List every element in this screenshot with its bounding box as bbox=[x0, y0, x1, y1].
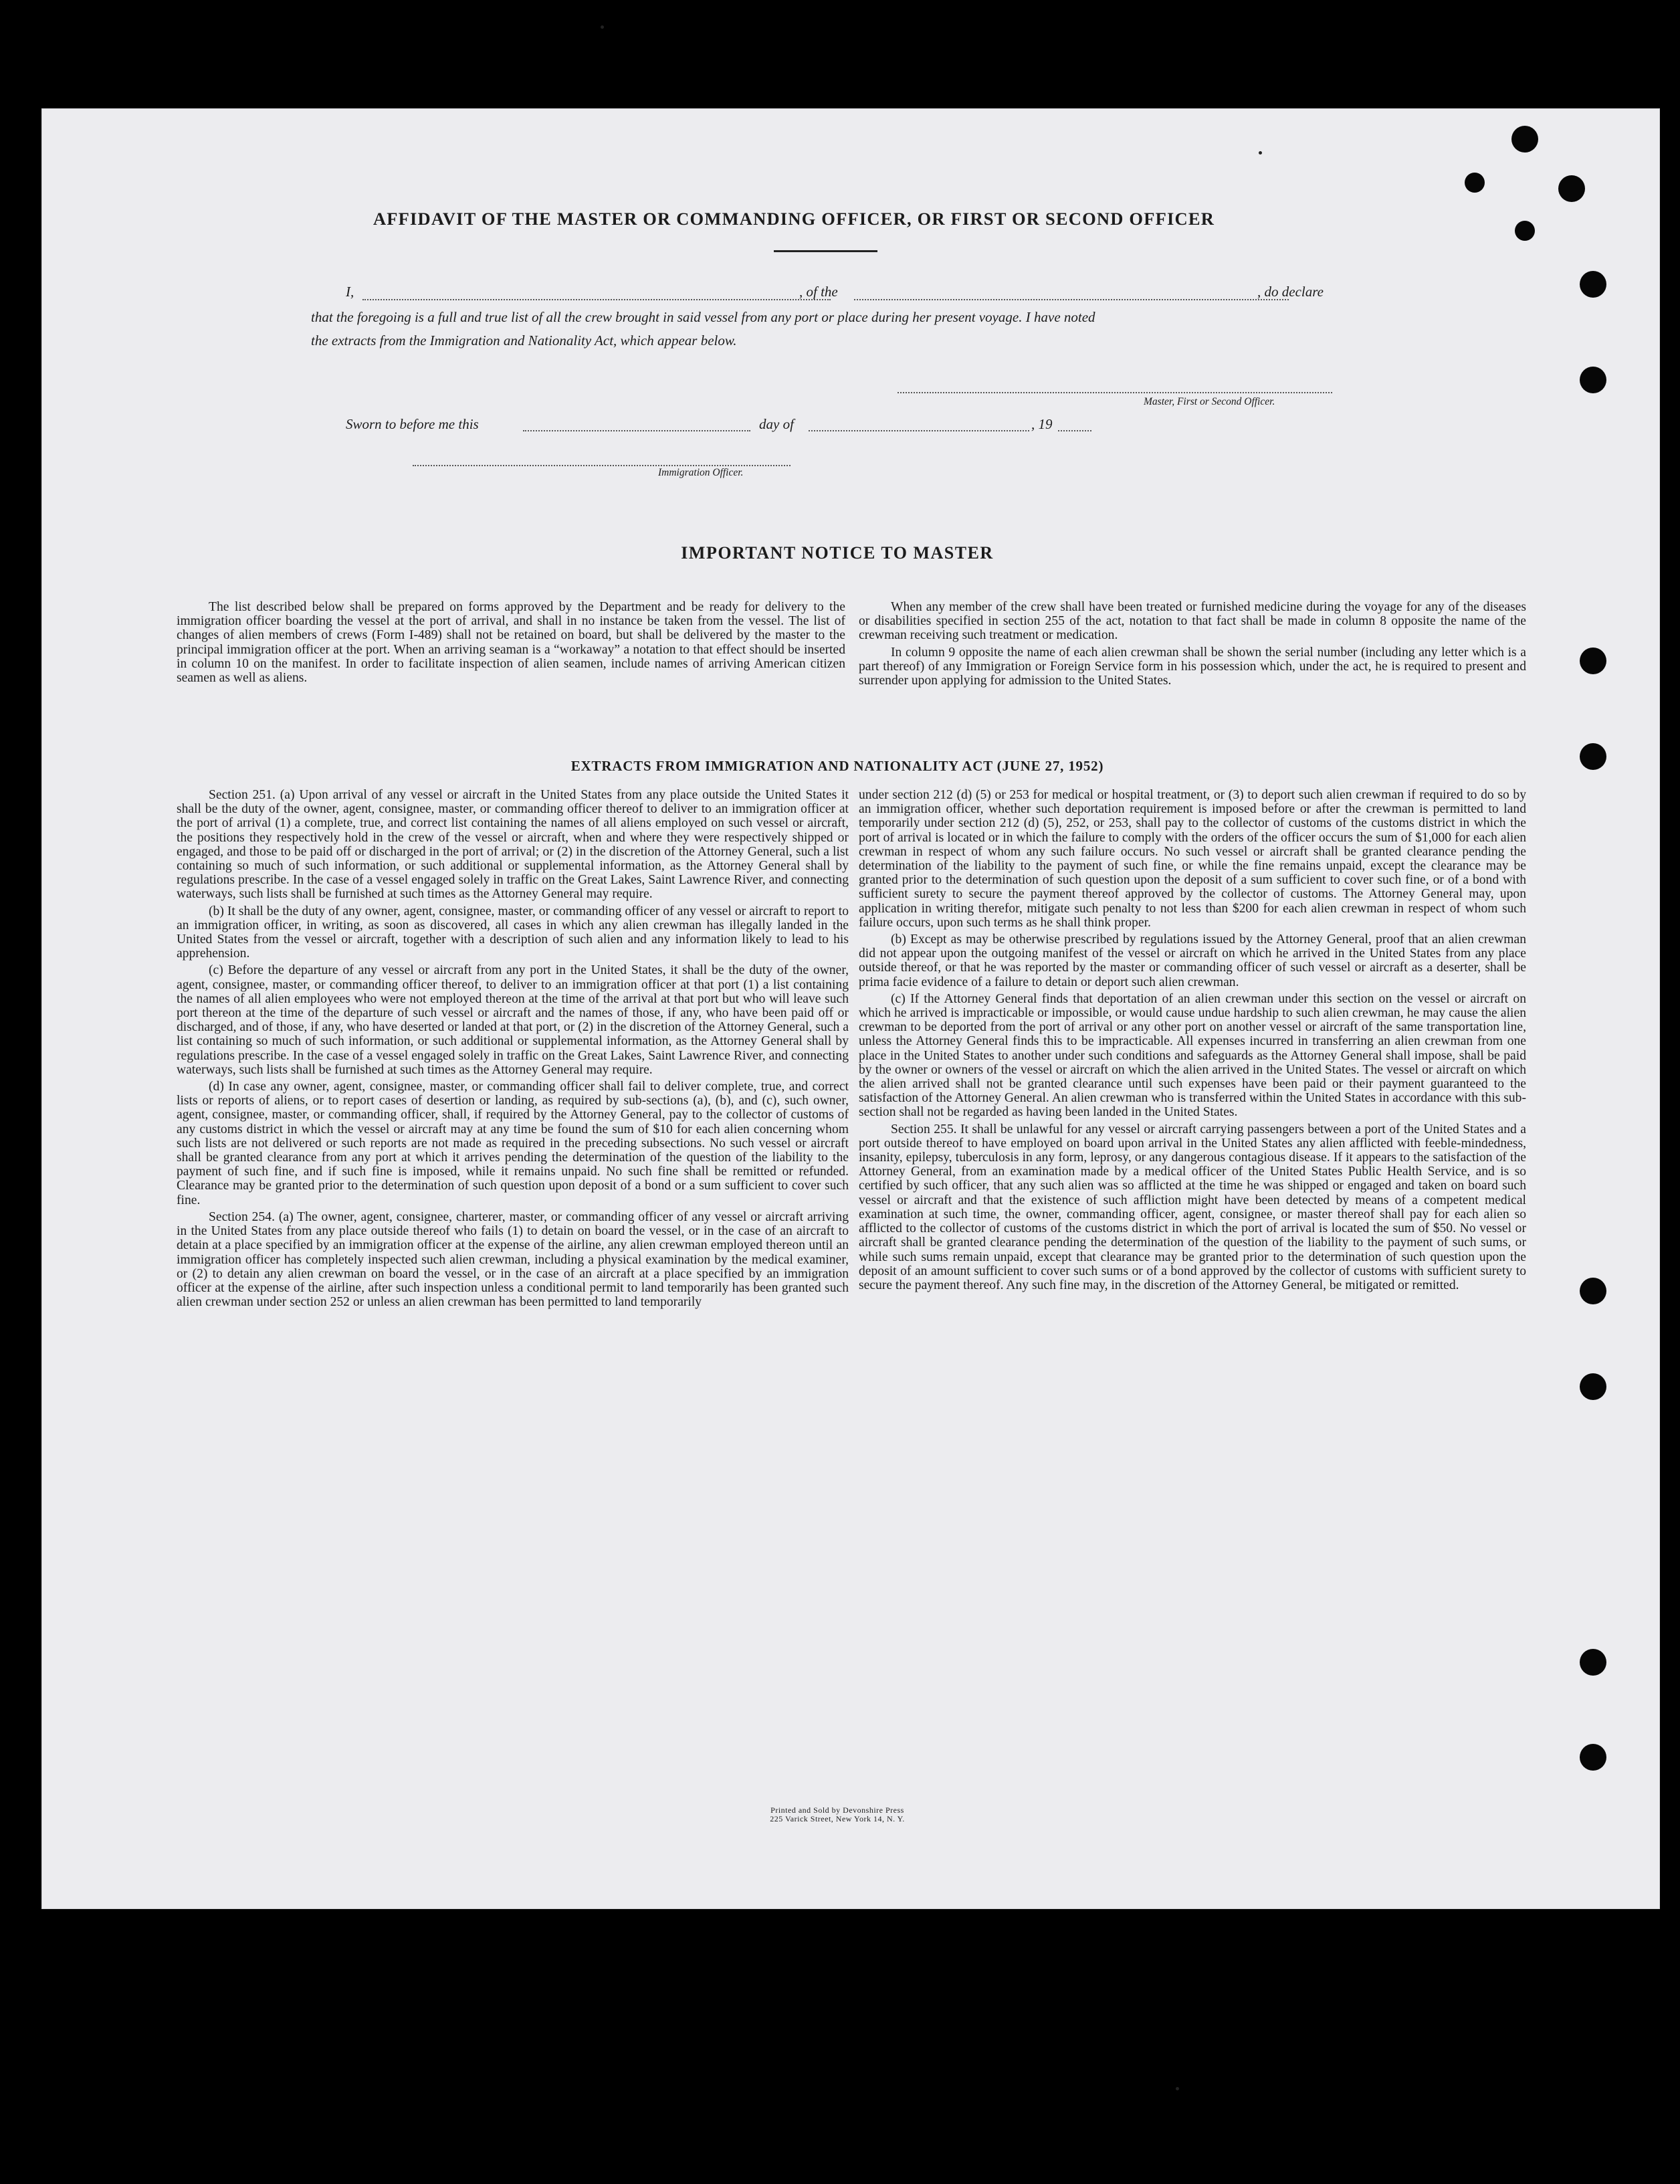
section-254-a: Section 254. (a) The owner, agent, consignee, charterer, master, or commanding officer of any vessel or aircraft arriving in the United States from any place outside thereof who fails (1) to detain on board the vessel, or in the case of an aircraft to detain at a place specified by an immigration officer at the expense of the airline, any alien crewman employed thereon until an immigration officer has completely inspected such alien crewman, including a physical examination by the medical examiner, or (2) to detain any alien crewman on board the vessel, or in the case of an aircraft at a place specified by an immigration officer at the expense of the airline, after such inspection unless a conditional permit to land temporarily has been granted such alien crewman under section 252 or unless an alien crewman has been permitted to land temporarily bbox=[177, 1209, 849, 1310]
extracts-title: EXTRACTS FROM IMMIGRATION AND NATIONALITY ACT (JUNE 27, 1952) bbox=[570, 758, 1104, 774]
section-251-c: (c) Before the departure of any vessel or aircraft from any port in the United States, it shall be the duty of the owner, agent, consignee, master, or commanding officer thereof, to deliver to an immigration officer at that port (1) a list containing the names of all alien employees who were not employed thereon at the time of the arrival at that port but who will leave such port thereon at the time of the departure of such vessel or aircraft and the names of those, if any, who have been paid off or discharged, and of those, if any, who have deserted or landed at that port, or (2) in the discretion of the Attorney General, such a list containing so much of such information, or such additional or supplemental information, as the Attorney General shall by regulations prescribe. In the case of a vessel engaged solely in traffic on the Great Lakes, Saint Lawrence River, and connecting waterways, such lists shall be furnished at such times as the Attorney General may require. bbox=[177, 963, 849, 1077]
sworn-year-field[interactable] bbox=[1058, 430, 1091, 431]
sworn-day-field[interactable] bbox=[523, 430, 750, 431]
punch-hole bbox=[1580, 271, 1606, 298]
punch-hole bbox=[1515, 221, 1535, 241]
notice-left-column bbox=[177, 600, 845, 688]
declarant-name-field[interactable] bbox=[362, 299, 831, 300]
affidavit-title: AFFIDAVIT OF THE MASTER OR COMMANDING OFFICER, OR FIRST OR SECOND OFFICER bbox=[373, 209, 1215, 229]
punch-hole bbox=[1511, 126, 1538, 153]
scan-speck bbox=[1176, 2087, 1179, 2090]
punch-hole bbox=[1580, 1373, 1606, 1400]
extracts-left-column bbox=[177, 788, 849, 1312]
section-251-a: Section 251. (a) Upon arrival of any vessel or aircraft in the United States from any place outside the United States it shall be the duty of the owner, agent, consignee, master, or commanding officer thereof to deliver to an immigration officer at the port of arrival (1) a complete, true, and correct list containing the names of all aliens employed on such vessel or aircraft, the positions they respectively hold in the crew of the vessel or aircraft, when and where they were respectively shipped or engaged, and those to be paid off or discharged in the port of arrival; or (2) in the discretion of the Attorney General, such a list containing so much of such information, or such additional or supplemental information, as the Attorney General shall by regulations prescribe. In the case of a vessel engaged solely in traffic on the Great Lakes, Saint Lawrence River, and connecting waterways, such lists shall be furnished at such times as the Attorney General may require. bbox=[177, 788, 849, 902]
officer-signature-field[interactable] bbox=[413, 465, 791, 466]
punch-hole bbox=[1580, 743, 1606, 770]
punch-hole bbox=[1465, 173, 1485, 193]
section-255: Section 255. It shall be unlawful for any vessel or aircraft carrying passengers between a port of the United States and a port outside thereof to have employed on board upon arrival in the United States any alien afflicted with feeble-mindedness, insanity, epilepsy, tuberculosis in any form, leprosy, or any dangerous contagious disease. If it appears to the satisfaction of the Attorney General, from an examination made by a medical officer of the United States Public Health Service, and is so certified by such officer, that any such alien was so afflicted at the time he was shipped or engaged and taken on board such vessel or aircraft and that the existence of such affliction might have been detected by means of a competent medical examination at such time, the owner, commanding officer, agent, consignee, or master thereof shall pay for each alien so afflicted to the collector of customs of the customs district in which the port of arrival is located the sum of $50. No vessel or aircraft shall be granted clearance pending the determination of the question of the liability to the payment of such sums, or while such sums remain unpaid, except that clearance may be granted prior to the determination of such question upon the deposit of an amount sufficient to cover such sums or of a bond approved by the collector of customs with sufficient surety to secure the payment thereof. Any such fine may, in the discretion of the Attorney General, be mitigated or remitted. bbox=[859, 1122, 1526, 1292]
notice-left-paragraph: The list described below shall be prepared on forms approved by the Department and be ready for delivery to the immigration officer boarding the vessel at the port of arrival, and shall in no instance be taken from the vessel. The list of changes of alien members of crews (Form I-489) shall not be retained on board, but shall be delivered by the master to the principal immigration officer at the port. When an arriving seaman is a “workaway” a notation to that effect should be inserted in column 10 on the manifest. In order to facilitate inspection of alien seamen, include names of arriving American citizen seamen as well as aliens. bbox=[177, 600, 845, 686]
printer-imprint bbox=[41, 1806, 1633, 1823]
notice-right-column bbox=[859, 600, 1526, 690]
section-254-b: (b) Except as may be otherwise prescribed by regulations issued by the Attorney General, proof that an alien crewman did not appear upon the outgoing manifest of the vessel or aircraft on which he arrived in the United States from any place outside thereof, or that he was reported by the master or commanding officer of such vessel or aircraft as a deserter, shall be prima facie evidence of a failure to detain or deport such alien crewman. bbox=[859, 932, 1526, 989]
master-caption: Master, First or Second Officer. bbox=[1144, 396, 1275, 407]
do-declare-label: , do declare bbox=[1257, 284, 1324, 300]
notice-right-paragraph-2: In column 9 opposite the name of each alien crewman shall be shown the serial number (including any letter which is a part thereof) of any Immigration or Foreign Service form in his possession which, under the act, he is required to present and surrender upon applying for admission to the United States. bbox=[859, 645, 1526, 688]
scan-speck bbox=[1259, 151, 1262, 155]
printer-line-2: 225 Varick Street, New York 14, N. Y. bbox=[770, 1814, 905, 1823]
sworn-month-field[interactable] bbox=[809, 430, 1029, 431]
day-of-label: day of bbox=[759, 416, 794, 432]
punch-hole bbox=[1580, 367, 1606, 393]
declaration-line-2: the extracts from the Immigration and Nationality Act, which appear below. bbox=[311, 332, 737, 349]
of-the-label: , of the bbox=[799, 284, 838, 300]
punch-hole bbox=[1580, 648, 1606, 674]
printer-line-1: Printed and Sold by Devonshire Press bbox=[770, 1805, 904, 1815]
punch-hole bbox=[1580, 1744, 1606, 1771]
title-divider bbox=[774, 250, 877, 252]
punch-hole bbox=[1580, 1278, 1606, 1304]
section-254-c: (c) If the Attorney General finds that deportation of an alien crewman under this section on the vessel or aircraft on which he arrived is impracticable or impossible, or would cause undue hardship to such alien crewman, he may cause the alien crewman to be deported from the port of arrival or any other port on another vessel or aircraft of the same transportation line, unless the Attorney General finds this to be impracticable. All expenses incurred in transferring an alien crewman from one place in the United States to another under such conditions and safeguards as the Attorney General shall impose, shall be paid by the owner or owners of the vessel or aircraft on which the alien arrived in the United States. The vessel or aircraft on which the alien arrived shall not be granted clearance until such expenses have been paid or their payment guaranteed to the satisfaction of the Attorney General. An alien crewman who is transferred within the United States in accordance with this sub-section shall not be regarded as having been landed in the United States. bbox=[859, 991, 1526, 1120]
section-251-b: (b) It shall be the duty of any owner, agent, consignee, master, or commanding officer of any vessel or aircraft to report to an immigration officer, in writing, as soon as discovered, all cases in which any alien crewman has illegally landed in the United States from the vessel or aircraft, together with a description of such alien and any information likely to lead to his apprehension. bbox=[177, 904, 849, 961]
punch-hole bbox=[1580, 1649, 1606, 1676]
year-label: , 19 bbox=[1031, 416, 1053, 432]
vessel-name-field[interactable] bbox=[854, 299, 1289, 300]
notice-right-paragraph-1: When any member of the crew shall have been treated or furnished medicine during the voyage for any of the diseases or disabilities specified in section 255 of the act, notation to that fact shall be made in column 8 opposite the name of the crewman receiving such treatment or medication. bbox=[859, 600, 1526, 643]
notice-title: IMPORTANT NOTICE TO MASTER bbox=[681, 543, 994, 563]
section-254-a-continued: under section 212 (d) (5) or 253 for medical or hospital treatment, or (3) to deport such alien crewman if required to do so by an immigration officer, whether such deportation requirement is imposed before or after the crewman is permitted to land temporarily under section 212 (d) (5), 252, or 253, shall pay to the collector of customs of the customs district in which the port of arrival is located or in which the failure to comply with the orders of the officer occurs the sum of $1,000 for each alien crewman in respect of whom any such failure occurs. No such vessel or aircraft shall be granted clearance pending the determination of the liability to the payment of such fine, or while the fine remains unpaid, except the clearance may be granted prior to the determination of such question upon the deposit of a sum sufficient to cover such fine, or of a bond with sufficient surety to secure the payment thereof approved by the collector of customs. The Attorney General may, upon application in writing therefor, mitigate such penalty to not less than $200 for each alien crewman in respect of whom such failure occurs, upon such terms as he shall think proper. bbox=[859, 788, 1526, 930]
scan-speck bbox=[601, 25, 604, 29]
i-label: I, bbox=[346, 284, 354, 300]
section-251-d: (d) In case any owner, agent, consignee, master, or commanding officer shall fail to deliver complete, true, and correct lists or reports of aliens, or to report cases of desertion or landing, as required by sub-sections (a), (b), and (c), such owner, agent, consignee, master, or commanding officer, shall, if required by the Attorney General, pay to the collector of customs of any customs district in which the vessel or aircraft may at any time be found the sum of $10 for each alien concerning whom such lists are not delivered or such reports are not made as required in the preceding subsections. No such vessel or aircraft shall be granted clearance from any port at which it arrives pending the determination of the question of the liability to the payment of such fine, and if such fine is imposed, while it remains unpaid. No such fine shall be remitted or refunded. Clearance may be granted prior to the determination of such question upon deposit of a bond or a sum sufficient to cover such fine. bbox=[177, 1080, 849, 1207]
master-signature-field[interactable] bbox=[898, 392, 1332, 393]
declaration-line-1: that the foregoing is a full and true list of all the crew brought in said vessel from any port or place during her present voyage. I have noted bbox=[311, 309, 1095, 325]
punch-hole bbox=[1558, 175, 1585, 202]
officer-caption: Immigration Officer. bbox=[658, 467, 744, 478]
form-page bbox=[41, 108, 1660, 1909]
extracts-right-column bbox=[859, 788, 1526, 1295]
sworn-label: Sworn to before me this bbox=[346, 416, 479, 432]
